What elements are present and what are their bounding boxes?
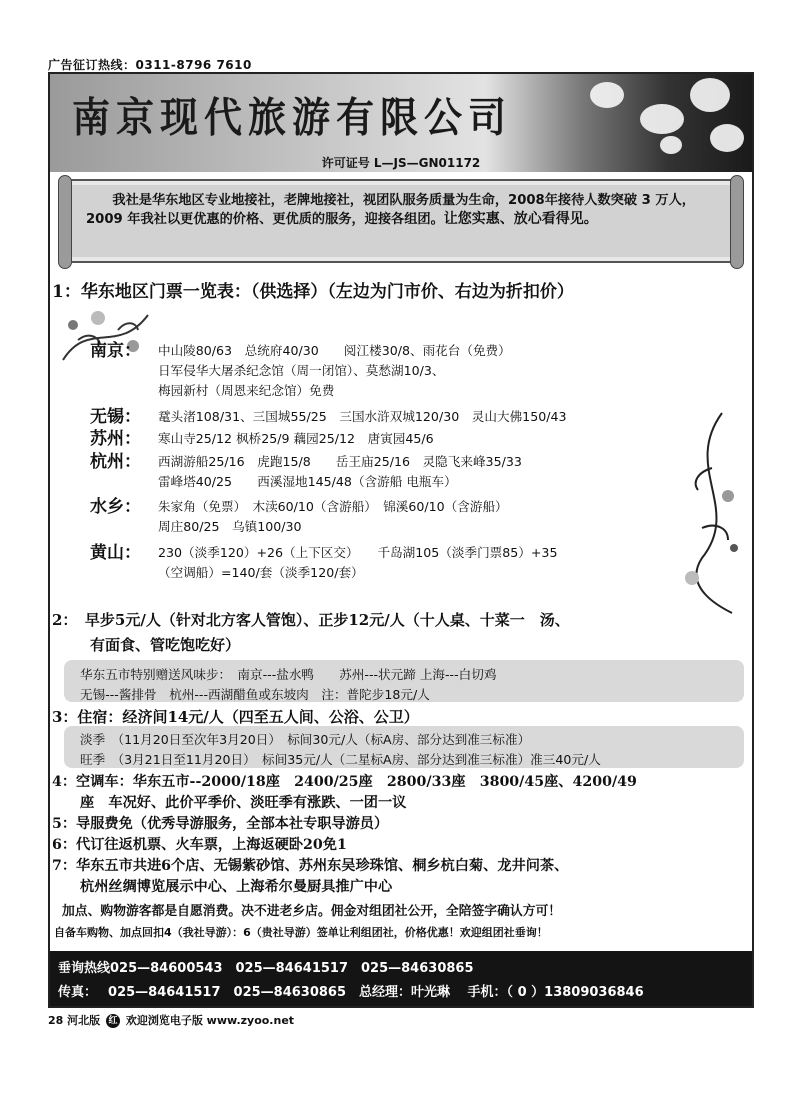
footer-website: 欢迎浏览电子版 www.zyoo.net	[125, 1014, 295, 1027]
flower-decoration-icon	[590, 82, 624, 108]
city-name: 苏州：	[90, 429, 141, 449]
license-number: 许可证号 L—JS—GN01172	[321, 156, 481, 170]
ticket-line: 日军侵华大屠杀纪念馆（周一闭馆）、莫愁湖10/3、	[158, 363, 445, 378]
section2-meals: 2： 早步5元/人（针对北方客人管饱）、正步12元/人（十人桌、十菜一 汤、	[52, 611, 570, 629]
section7-shops-cont: 杭州丝绸博览展示中心、上海希尔曼厨具推广中心	[80, 879, 393, 895]
section6-tickets: 6：代订往返机票、火车票，上海返硬卧20免1	[52, 837, 347, 853]
hotline-line: 垂询热线025—84600543 025—84641517 025—84630865	[58, 961, 474, 976]
ticket-line: 朱家角（免票） 木渎60/10（含游船） 锦溪60/10（含游船）	[158, 499, 508, 514]
fax-line: 传真： 025—84641517 025—84630865 总经理：叶光琳 手机：（ 0 ）13809036846	[58, 985, 644, 1000]
ticket-line: 梅园新村（周恩来纪念馆）免费	[158, 383, 335, 398]
flower-decoration-icon	[660, 136, 682, 154]
gift-line: 华东五市特别赠送风味步： 南京---盐水鸭 苏州---状元蹄 上海---白切鸡	[80, 667, 497, 682]
ticket-line: 鼋头渚108/31、三国城55/25 三国水浒双城120/30 灵山大佛150/43	[158, 409, 567, 424]
scroll-roll-right	[730, 175, 744, 269]
note-shopping: 加点、购物游客都是自愿消费。决不进老乡店。佣金对组团社公开，全陪签字确认方可！	[62, 904, 562, 919]
ticket-line: 西湖游船25/16 虎跑15/8 岳王庙25/16 灵隐飞来峰35/33	[158, 454, 522, 469]
ad-hotline: 广告征订热线：0311-8796 7610	[48, 58, 252, 72]
scroll-roll-left	[58, 175, 72, 269]
newspaper-logo-icon: 红	[106, 1014, 120, 1028]
ticket-line: （空调船）=140/套（淡季120/套）	[158, 565, 364, 580]
flower-decoration-icon	[710, 124, 744, 152]
page-number: 28 河北版	[48, 1014, 101, 1027]
ad-frame	[48, 72, 754, 1008]
lodging-high-season: 旺季 （3月21日至11月20日） 标间35元/人（二星标A房、部分达到准三标准）准三40元/人	[80, 752, 601, 767]
section7-shops: 7：华东五市共进6个店、无锡紫砂馆、苏州东吴珍珠馆、桐乡杭白菊、龙井问茶、	[52, 858, 569, 874]
city-name: 杭州：	[90, 452, 141, 472]
city-name: 无锡：	[90, 407, 141, 427]
vine-decoration-icon	[662, 408, 752, 618]
section4-bus-cont: 座 车况好、此价平季价、淡旺季有涨跌、一团一议	[80, 795, 407, 811]
company-name: 南京现代旅游有限公司	[72, 93, 513, 142]
section2-meals-cont: 有面食、管吃饱吃好）	[90, 636, 241, 654]
section1-title: 1：华东地区门票一览表：（供选择）（左边为门市价、右边为折扣价）	[52, 282, 574, 302]
flower-decoration-icon	[690, 78, 730, 112]
section4-bus: 4：空调车：华东五市--2000/18座 2400/25座 2800/33座 3800/45座、4200/49	[52, 774, 637, 790]
ticket-line: 230（淡季120）+26（上下区交） 千岛湖105（淡季门票85）+35	[158, 545, 558, 560]
intro-emphasis: 让您实惠、放心看得见。	[443, 211, 598, 227]
city-name: 黄山：	[90, 543, 141, 563]
section3-title: 3：住宿：经济间14元/人（四至五人间、公浴、公卫）	[52, 708, 419, 726]
intro-scroll	[64, 179, 738, 263]
ticket-line: 雷峰塔40/25 西溪湿地145/48（含游船 电瓶车）	[158, 474, 457, 489]
note-rebate: 自备车购物、加点回扣4（我社导游）：6（贵社导游）签单让利组团社，价格优惠！欢迎组团社垂询！	[54, 926, 548, 939]
banner	[50, 74, 752, 172]
ticket-line: 寒山寺25/12 枫桥25/9 藕园25/12 唐寅园45/6	[158, 431, 434, 446]
intro-text: 我社是华东地区专业地接社，老牌地接社，视团队服务质量为生命，2008年接待人数突破 3 万人，2009 年我社以更优惠的价格、更优质的服务，迎接各组团。让您实惠、放心看得见。	[86, 193, 695, 227]
page-footer	[48, 1012, 294, 1028]
ticket-line: 周庄80/25 乌镇100/30	[158, 519, 302, 534]
ticket-line: 中山陵80/63 总统府40/30 阅江楼30/8、雨花台（免费）	[158, 343, 511, 358]
contact-bar	[50, 951, 752, 1006]
city-name: 水乡：	[90, 497, 141, 517]
section5-guide: 5：导服费免（优秀导游服务，全部本社专职导游员）	[52, 816, 389, 832]
gift-line: 无锡---酱排骨 杭州---西湖醋鱼或东坡肉 注：普陀步18元/人	[80, 687, 430, 702]
flower-decoration-icon	[640, 104, 684, 134]
city-name: 南京：	[90, 341, 141, 361]
lodging-low-season: 淡季 （11月20日至次年3月20日） 标间30元/人（标A房、部分达到准三标准）	[80, 732, 531, 747]
